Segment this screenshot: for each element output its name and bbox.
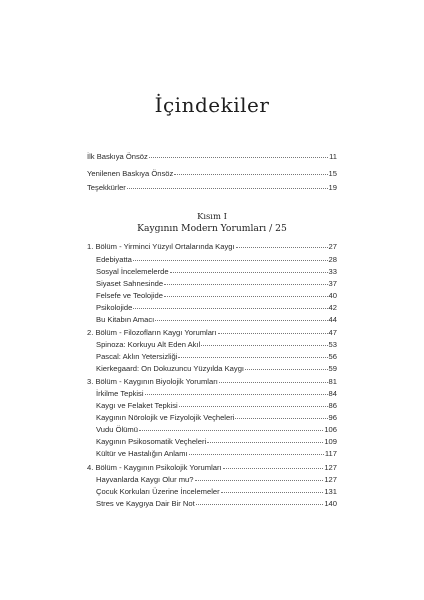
toc-section-label: Spinoza: Korkuyu Alt Eden Akıl [96,340,201,349]
toc-page-number: 84 [328,389,337,398]
dot-leader [236,247,328,248]
toc-entry-label: İlk Baskıya Önsöz [87,152,148,161]
page-title: İçindekiler [154,93,270,117]
toc-page-number: 127 [324,475,337,484]
toc-page-number: 59 [328,364,337,373]
toc-page-number: 127 [324,463,337,472]
toc-chapter-label: 2. Bölüm - Filozofların Kaygı Yorumları [87,328,217,337]
toc-entry-label: Yenilenen Baskıya Önsöz [87,169,174,178]
toc-page-number: 86 [328,401,337,410]
toc-page-number: 96 [328,413,337,422]
toc-section-label: İrkilme Tepkisi [96,389,144,398]
toc-section-label: Kültür ve Hastalığın Anlamı [96,449,188,458]
toc-section[interactable] [96,450,337,458]
toc-section[interactable] [96,426,337,434]
toc-page-number: 40 [328,291,337,300]
dot-leader [189,454,324,455]
toc-section[interactable] [96,353,337,361]
toc-page-number: 19 [328,183,337,192]
dot-leader [207,442,323,443]
toc-chapter-4[interactable] [87,464,337,472]
part-heading: Kısım I [197,211,227,221]
toc-section-label: Siyaset Sahnesinde [96,279,164,288]
dot-leader [179,406,328,407]
toc-section[interactable] [96,256,337,264]
toc-section-label: Vudu Ölümü [96,425,138,434]
dot-leader [170,272,328,273]
toc-page-number: 28 [328,255,337,264]
dot-leader [201,345,327,346]
toc-section-label: Felsefe ve Teolojide [96,291,163,300]
dot-leader [133,308,327,309]
toc-entry-ilk-baskiya-onsoz[interactable] [87,153,337,161]
toc-entry-label: Teşekkürler [87,183,126,192]
toc-chapter-label: 1. Bölüm - Yirminci Yüzyıl Ortalarında Kaygı [87,242,235,251]
toc-section-label: Sosyal İncelemelerde [96,267,169,276]
toc-page-number: 33 [328,267,337,276]
toc-section-label: Bu Kitabın Amacı [96,315,155,324]
dot-leader [164,284,327,285]
dot-leader [174,174,327,175]
dot-leader [221,492,324,493]
toc-page-number: 27 [328,242,337,251]
toc-page-number: 109 [324,437,337,446]
toc-page-number: 47 [328,328,337,337]
dot-leader [223,468,324,469]
toc-page-number: 56 [328,352,337,361]
dot-leader [149,157,328,158]
toc-section-label: Edebiyatta [96,255,132,264]
toc-chapter-3[interactable] [87,378,337,386]
dot-leader [219,382,328,383]
toc-entry-tesekkurler[interactable] [87,184,337,192]
toc-page-number: 131 [324,487,337,496]
toc-section[interactable] [96,438,337,446]
toc-section-label: Kierkegaard: On Dokuzuncu Yüzyılda Kaygı [96,364,245,373]
toc-page-number: 15 [328,169,337,178]
toc-section[interactable] [96,304,337,312]
toc-section-label: Kaygı ve Felaket Tepkisi [96,401,178,410]
toc-page-number: 53 [328,340,337,349]
toc-section[interactable] [96,476,337,484]
toc-section[interactable] [96,414,337,422]
toc-chapter-2[interactable] [87,329,337,337]
toc-page-number: 140 [324,499,337,508]
toc-page-number: 42 [328,303,337,312]
toc-section[interactable] [96,316,337,324]
dot-leader [133,260,328,261]
dot-leader [178,357,327,358]
toc-page-number: 37 [328,279,337,288]
toc-page-number: 11 [329,152,337,161]
toc-section[interactable] [96,292,337,300]
dot-leader [245,369,328,370]
toc-section[interactable] [96,488,337,496]
toc-entry-yenilenen-baskiya-onsoz[interactable] [87,170,337,178]
toc-section-label: Çocuk Korkuları Üzerine İncelemeler [96,487,220,496]
dot-leader [139,430,323,431]
dot-leader [218,333,328,334]
toc-page-number: 44 [328,315,337,324]
toc-section[interactable] [96,390,337,398]
toc-section[interactable] [96,280,337,288]
toc-section-label: Stres ve Kaygıya Dair Bir Not [96,499,195,508]
toc-section[interactable] [96,365,337,373]
toc-section[interactable] [96,500,337,508]
toc-section-label: Psikolojide [96,303,133,312]
toc-section[interactable] [96,402,337,410]
dot-leader [155,320,327,321]
toc-section-label: Kaygının Nörolojik ve Fizyolojik Veçheleri [96,413,235,422]
toc-section[interactable] [96,341,337,349]
toc-section-label: Kaygının Psikosomatik Veçheleri [96,437,207,446]
toc-chapter-label: 4. Bölüm - Kaygının Psikolojik Yorumları [87,463,222,472]
toc-page-number: 106 [324,425,337,434]
toc-page-number: 117 [324,449,337,458]
dot-leader [145,394,328,395]
dot-leader [235,418,327,419]
toc-section-label: Pascal: Aklın Yetersizliği [96,352,178,361]
toc-chapter-label: 3. Bölüm - Kaygının Biyolojik Yorumları [87,377,218,386]
toc-chapter-1[interactable] [87,243,337,251]
dot-leader [196,504,324,505]
toc-page-number: 81 [328,377,337,386]
toc-section-label: Hayvanlarda Kaygı Olur mu? [96,475,194,484]
part-title: Kaygının Modern Yorumları / 25 [137,223,287,234]
dot-leader [127,188,328,189]
toc-section[interactable] [96,268,337,276]
dot-leader [164,296,328,297]
dot-leader [195,480,324,481]
